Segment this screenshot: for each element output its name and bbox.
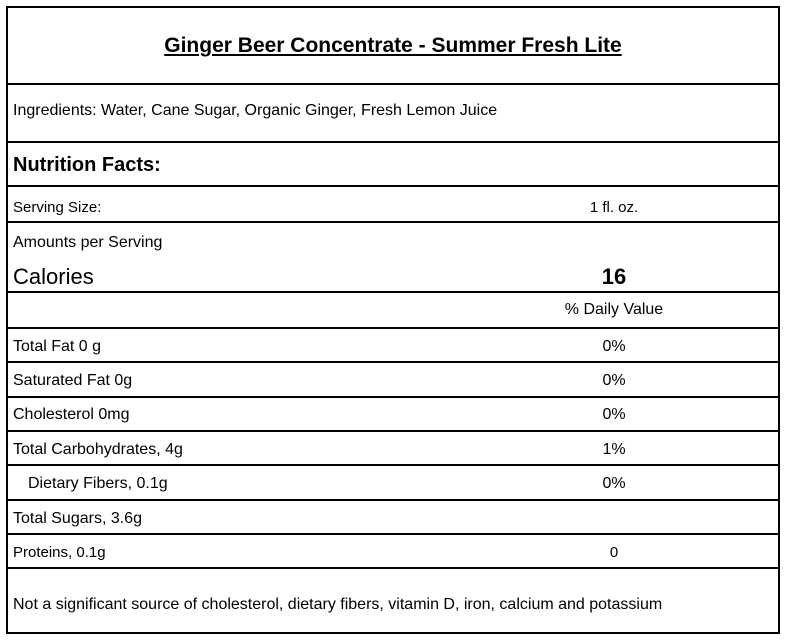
divider: [8, 83, 778, 85]
nutrient-label: Cholesterol 0mg: [13, 406, 130, 423]
nutrient-daily-value: 1%: [602, 441, 626, 458]
divider: [8, 430, 778, 432]
nutrient-label: Total Sugars, 3.6g: [13, 510, 142, 527]
divider: [8, 327, 778, 329]
divider: [8, 221, 778, 223]
nutrient-label: Dietary Fibers, 0.1g: [28, 475, 168, 492]
product-title: Ginger Beer Concentrate - Summer Fresh Lite: [164, 34, 622, 57]
footnote: Not a significant source of cholesterol, dietary fibers, vitamin D, iron, calcium and potassium: [13, 596, 663, 613]
nutrient-label: Total Carbohydrates, 4g: [13, 441, 183, 458]
nutrient-daily-value: 0%: [602, 372, 626, 389]
nutrient-label: Proteins, 0.1g: [13, 544, 106, 561]
nutrition-facts-heading: Nutrition Facts:: [13, 154, 161, 176]
nutrient-daily-value: 0%: [602, 406, 626, 423]
divider: [8, 464, 778, 466]
divider: [8, 499, 778, 501]
daily-value-header: % Daily Value: [564, 301, 664, 318]
nutrient-daily-value: 0: [609, 544, 619, 561]
serving-size-label: Serving Size:: [13, 199, 102, 216]
nutrient-daily-value: 0%: [602, 338, 626, 355]
divider: [8, 396, 778, 398]
divider: [8, 141, 778, 143]
calories-label: Calories: [13, 264, 94, 289]
nutrition-label: [6, 6, 780, 634]
nutrient-daily-value: 0%: [602, 475, 626, 492]
divider: [8, 185, 778, 187]
ingredients-text: Ingredients: Water, Cane Sugar, Organic Ginger, Fresh Lemon Juice: [13, 102, 498, 119]
serving-size-value: 1 fl. oz.: [589, 199, 639, 216]
nutrient-label: Total Fat 0 g: [13, 338, 102, 355]
calories-value: 16: [601, 264, 627, 289]
amounts-per-serving: Amounts per Serving: [13, 234, 163, 251]
divider: [8, 361, 778, 363]
divider: [8, 533, 778, 535]
divider: [8, 567, 778, 569]
divider: [8, 291, 778, 293]
nutrient-label: Saturated Fat 0g: [13, 372, 133, 389]
